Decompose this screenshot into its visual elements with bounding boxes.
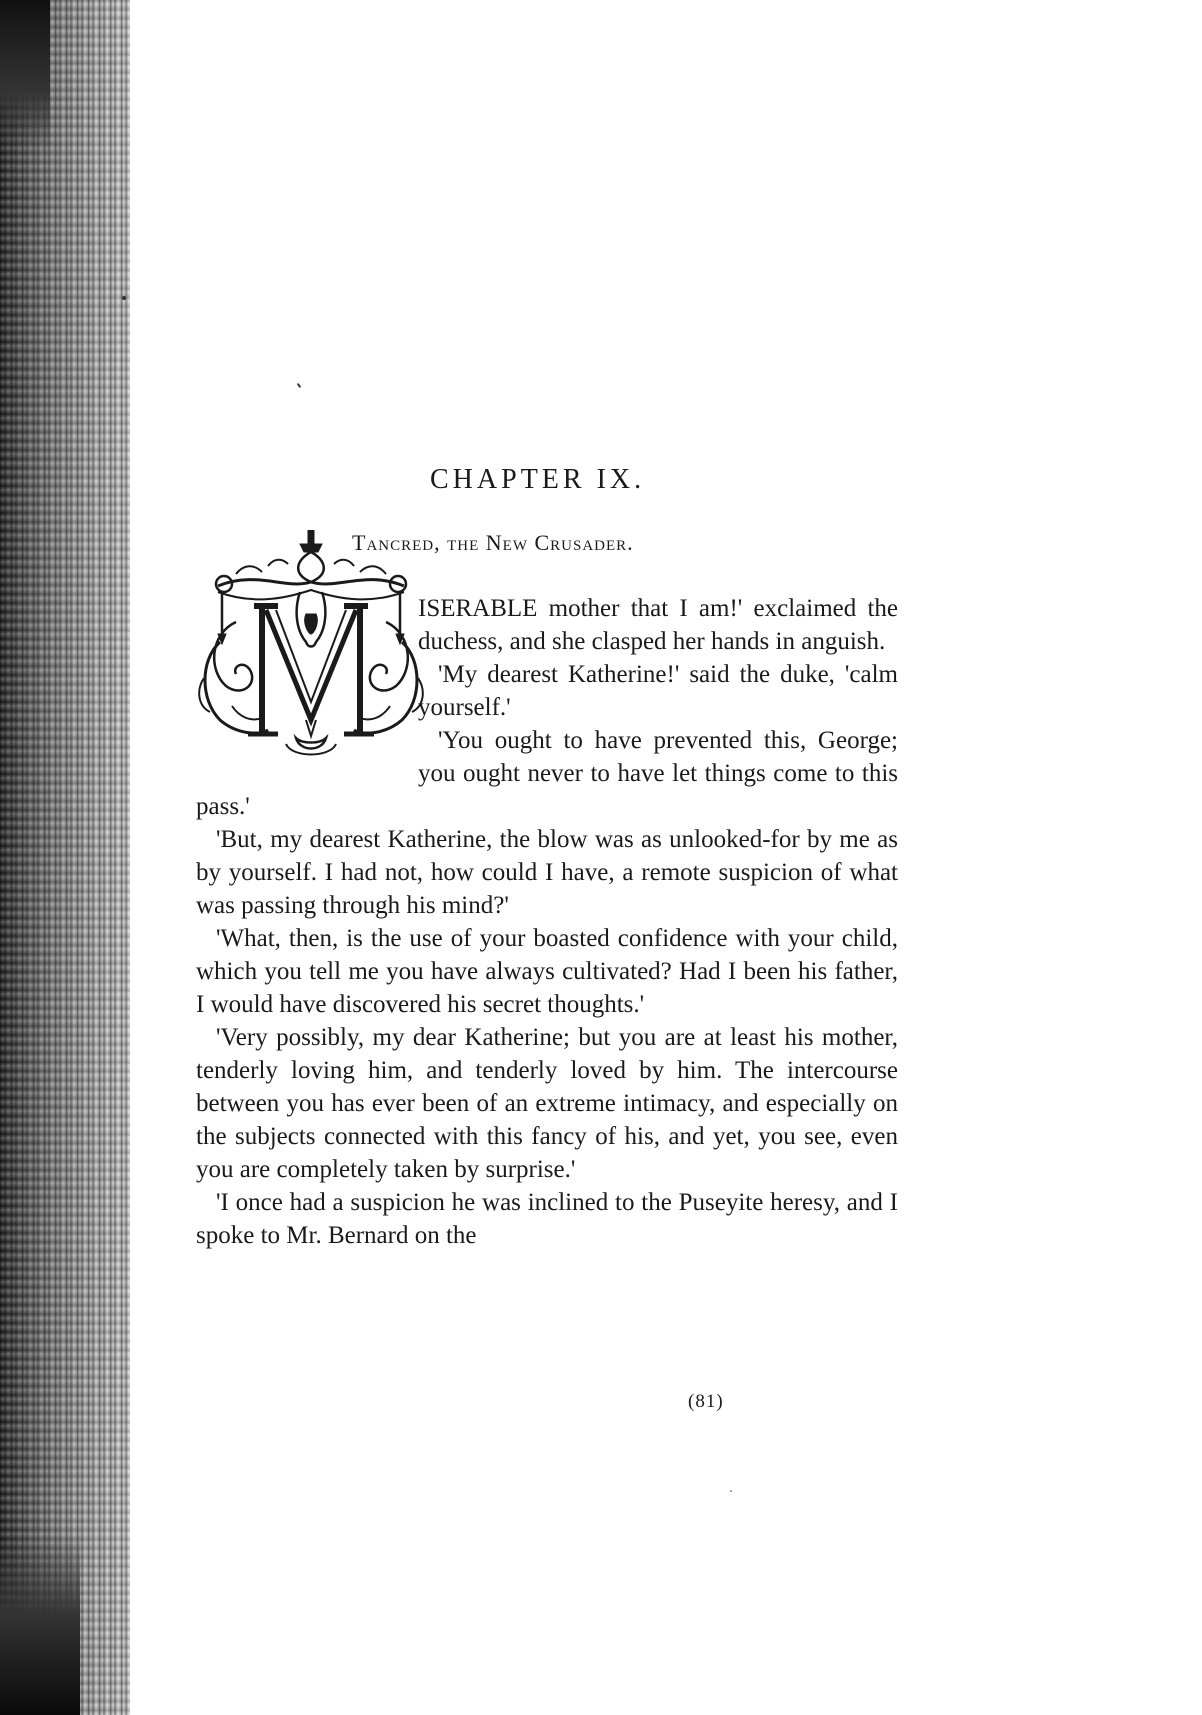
chapter-body-text <box>196 592 898 1252</box>
paragraph-text: mother that I am!' exclaimed the duchess, and she clasped her hands in anguish. <box>418 595 898 655</box>
drop-cap-space <box>196 592 414 788</box>
paragraph: 'You ought to have prevented this, George; you ought never to have let things come to this pass.' <box>196 727 898 820</box>
paragraph: 'I once had a suspicion he was inclined to the Puseyite heresy, and I spoke to Mr. Bernard on the <box>196 1189 898 1249</box>
page-number: (81) <box>688 1391 724 1412</box>
chapter-subtitle: Tancred, the New Crusader. <box>352 530 634 555</box>
page-speck <box>730 1490 732 1492</box>
paragraph: 'What, then, is the use of your boasted confidence with your child, which you tell me you have always cultivated? Had I been his father, I would have discovered his secret thoughts.' <box>196 925 898 1018</box>
paragraph: 'Very possibly, my dear Katherine; but you are at least his mother, tenderly loving him, and tenderly loved by him. The intercourse between you has ever been of an extreme intimacy, and especially on the subjects connected with this fancy of his, and yet, you see, even you are completely taken by surprise.' <box>196 1024 898 1183</box>
paragraph: 'But, my dearest Katherine, the blow was as unlooked-for by me as by yourself. I had not, how could I have, a remote suspicion of what was passing through his mind?' <box>196 826 898 919</box>
scanned-book-gutter <box>0 0 130 1715</box>
page-speck <box>297 383 302 388</box>
chapter-title: CHAPTER IX. <box>430 464 646 495</box>
gutter-shadow-bottom <box>0 1535 80 1715</box>
drop-cap-word-rest: ISERABLE <box>418 595 538 622</box>
gutter-shadow-top <box>0 0 50 150</box>
page-speck <box>122 296 126 300</box>
paragraph: 'My dearest Katherine!' said the duke, 'calm yourself.' <box>418 661 898 721</box>
